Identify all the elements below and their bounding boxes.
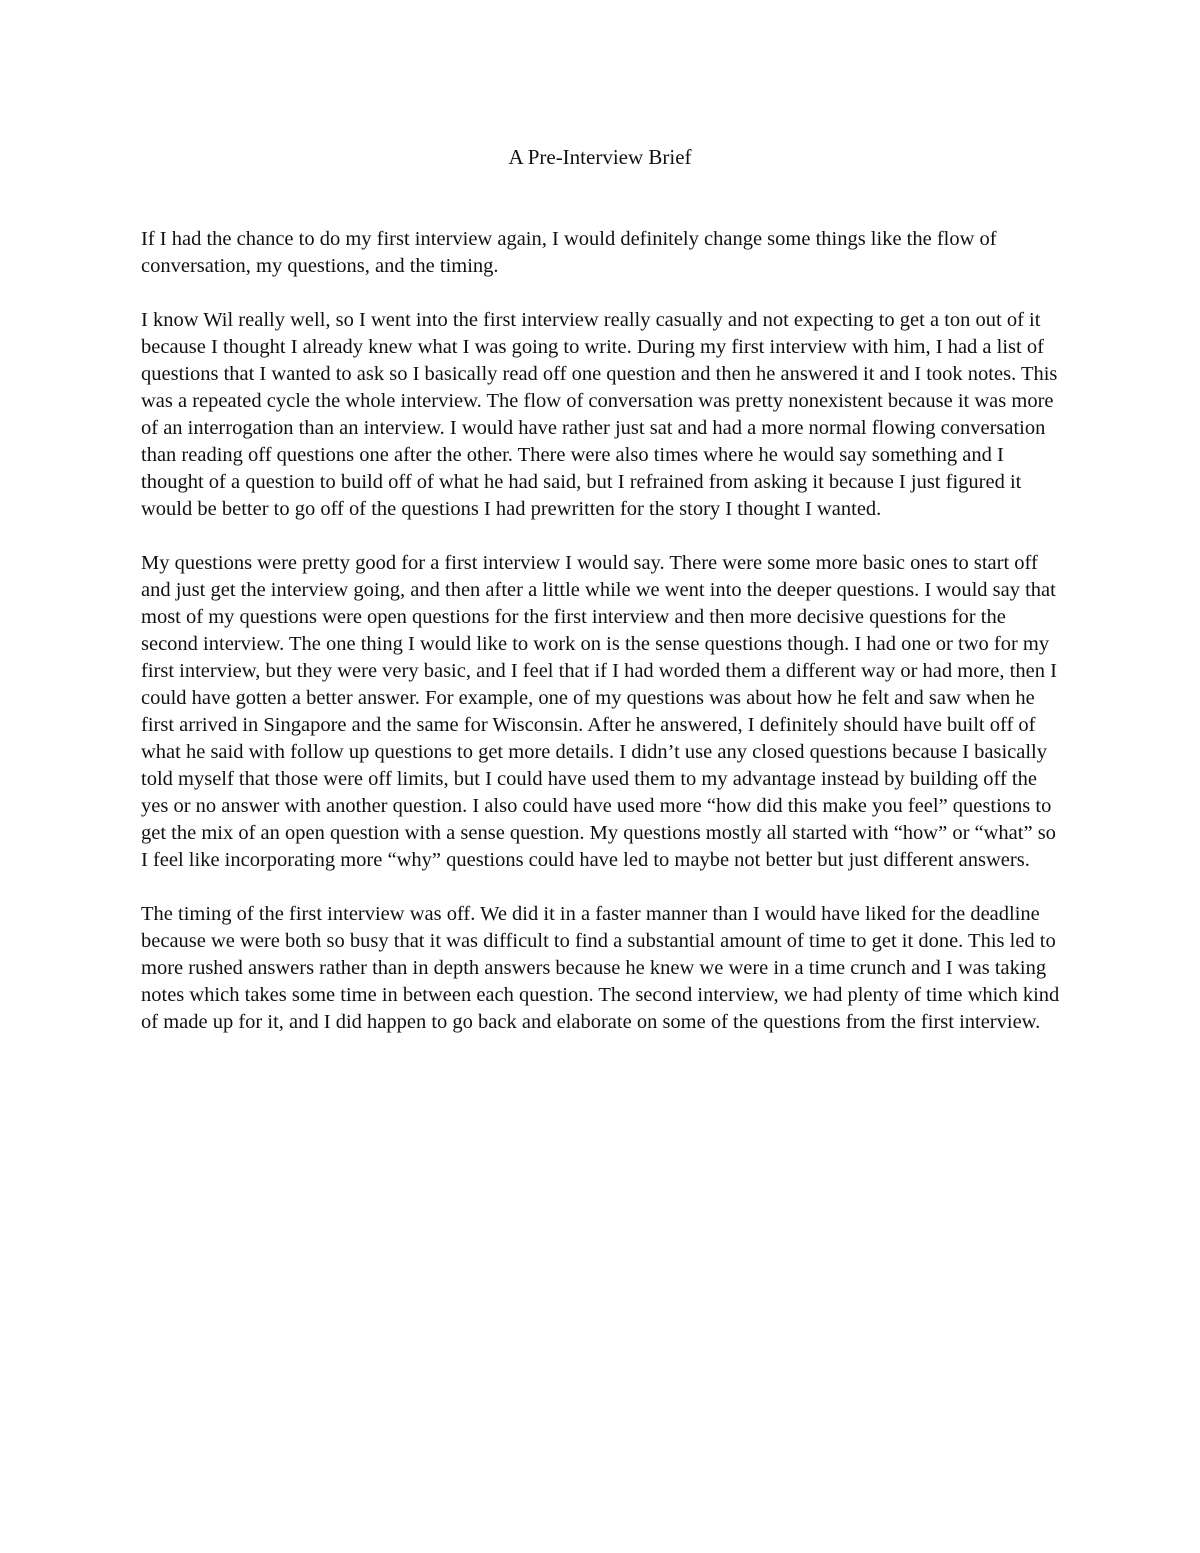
document-title: A Pre-Interview Brief — [508, 145, 692, 169]
paragraph-conversation-flow: I know Wil really well, so I went into the first interview really casually and not expecting to get a ton out of it because I thought I already knew what I was going to write. During my first interview with him, I had a list of questions that I wanted to ask so I basically read off one question and then he answered it and I took notes. This was a repeated cycle the whole interview. The flow of conversation was pretty nonexistent because it was more of an interrogation than an interview. I would have rather just sat and had a more normal flowing conversation than reading off questions one after the other. There were also times where he would say something and I thought of a question to build off of what he had said, but I refrained from asking it because I just figured it would be better to go off of the questions I had prewritten for the story I thought I wanted. — [141, 309, 1058, 520]
document-body — [141, 226, 1061, 1063]
paragraph-questions: My questions were pretty good for a first interview I would say. There were some more basic ones to start off and just get the interview going, and then after a little while we went into the deeper questions. I would say that most of my questions were open questions for the first interview and then more decisive questions for the second interview. The one thing I would like to work on is the sense questions though. I had one or two for my first interview, but they were very basic, and I feel that if I had worded them a different way or had more, then I could have gotten a better answer. For example, one of my questions was about how he felt and saw when he first arrived in Singapore and the same for Wisconsin. After he answered, I definitely should have built off of what he said with follow up questions to get more details. I didn’t use any closed questions because I basically told myself that those were off limits, but I could have used them to my advantage instead by building off the yes or no answer with another question. I also could have used more “how did this make you feel” questions to get the mix of an open question with a sense question. My questions mostly all started with “how” or “what” so I feel like incorporating more “why” questions could have led to maybe not better but just different answers. — [141, 552, 1057, 871]
paragraph-timing: The timing of the first interview was off. We did it in a faster manner than I would have liked for the deadline because we were both so busy that it was difficult to find a substantial amount of time to get it done. This led to more rushed answers rather than in depth answers because he knew we were in a time crunch and I was taking notes which takes some time in between each question. The second interview, we had plenty of time which kind of made up for it, and I did happen to go back and elaborate on some of the questions from the first interview. — [141, 903, 1060, 1033]
paragraph-intro: If I had the chance to do my first interview again, I would definitely change some things like the flow of conversation, my questions, and the timing. — [141, 228, 997, 277]
